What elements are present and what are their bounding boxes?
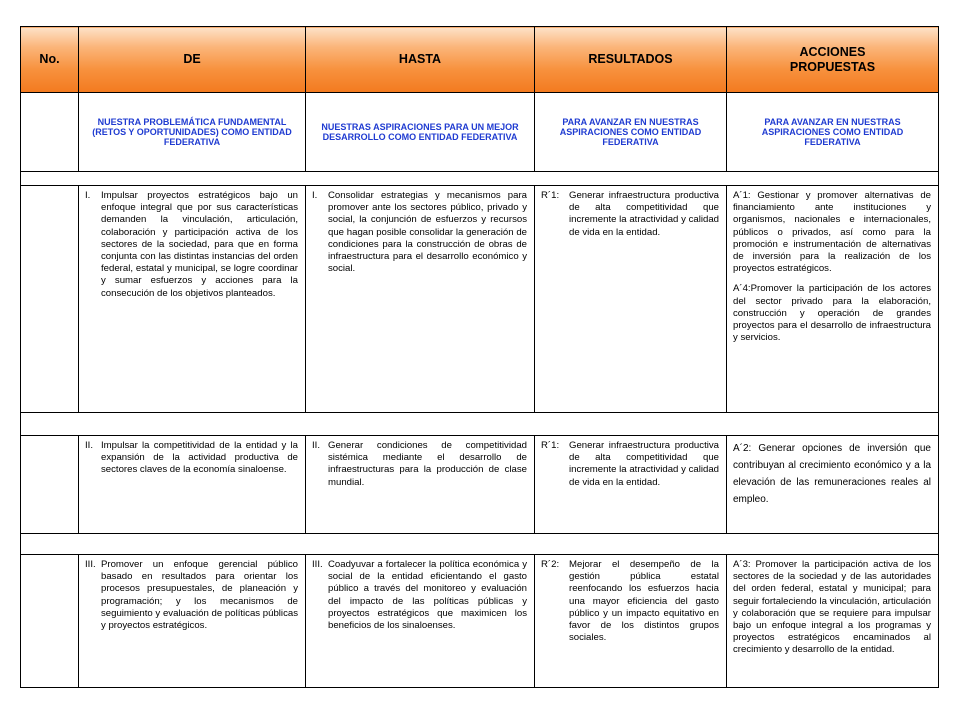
hasta-number: III. [312, 559, 323, 570]
spacer-row [21, 172, 939, 186]
accion-text: A´1: Gestionar y promover alternativas de financiamiento ante instituciones y organismos, nacionales e internacionales, públicos o privados, así como para la promoción e instrumentación de alternativas de inversión para la realización de los proyectos estratégicos. [733, 190, 931, 275]
hasta-number: I. [312, 190, 318, 201]
accion-text: A´2: Generar opciones de inversión que contribuyan al crecimiento económico y a la elevación de las remuneraciones reales al empleo. [733, 443, 931, 505]
table-row [21, 436, 939, 534]
subheader-hasta-cell [306, 93, 535, 172]
strategy-table [20, 26, 939, 688]
table-row [21, 555, 939, 688]
de-number: III. [85, 559, 96, 570]
spacer-row [21, 413, 939, 436]
header-acciones-line2: PROPUESTAS [789, 59, 876, 74]
hasta-text: Coadyuvar a fortalecer la política económica y social de la entidad eficientando el gasto público a través del monitoreo y evaluación del impacto de las políticas públicas y proyectos estratégicos que maximicen los beneficios de los sinaloenses. [328, 559, 527, 632]
resultados-cell [535, 436, 727, 534]
subheader-hasta: NUESTRAS ASPIRACIONES PARA UN MEJOR DESARROLLO COMO ENTIDAD FEDERATIVA [321, 122, 519, 142]
accion-text: A´3: Promover la participación activa de los sectores de la sociedad y de las autoridades del orden federal, estatal y municipal; para seguir fortaleciendo la vinculación, articulación y colaboración que se requiere para impulsar bajo un enfoque integral a los programas y proyectos estratégicos encaminados al crecimiento y desarrollo de la entidad. [733, 559, 931, 656]
table-row [21, 186, 939, 413]
header-de: DE [79, 27, 306, 93]
resultado-tag: R´1: [541, 440, 560, 451]
resultado-tag: R´1: [541, 190, 560, 201]
resultado-text: Mejorar el desempeño de la gestión pública estatal reenfocando los esfuerzos hacia una mayor eficiencia del gasto público y un impacto equitativo en favor de los distintos grupos sociales. [569, 559, 719, 644]
resultados-cell [535, 186, 727, 413]
de-number: II. [85, 440, 93, 451]
de-number: I. [85, 190, 91, 201]
header-resultados: RESULTADOS [535, 27, 727, 93]
de-text: Impulsar proyectos estratégicos bajo un enfoque integral que por sus características demanden la vinculación, articulación, colaboración y participación activa de los sectores de la sociedad, para que en forma conjunta con las distintas instancias del orden federal, estatal y municipal, se logre coordinar y sumar esfuerzos y acciones para la consecución de los objetivos planteados. [101, 190, 298, 299]
spacer-row [21, 534, 939, 555]
subheader-de: NUESTRA PROBLEMÁTICA FUNDAMENTAL (RETOS Y OPORTUNIDADES) COMO ENTIDAD FEDERATIVA [92, 117, 292, 147]
header-no: No. [21, 27, 79, 93]
subheader-row [21, 93, 939, 172]
row-no-cell [21, 186, 79, 413]
hasta-cell [306, 436, 535, 534]
header-hasta: HASTA [306, 27, 535, 93]
de-cell [79, 186, 306, 413]
header-acciones [727, 27, 939, 93]
hasta-text: Consolidar estrategias y mecanismos para promover ante los sectores público, privado y social, la conjunción de esfuerzos y recursos que hagan posible consolidar la generación de condiciones para la construcción de obras de infraestructura para el desarrollo económico y social. [328, 190, 527, 275]
subheader-de-cell [79, 93, 306, 172]
hasta-number: II. [312, 440, 320, 451]
subheader-resultados: PARA AVANZAR EN NUESTRAS ASPIRACIONES COMO ENTIDAD FEDERATIVA [559, 117, 702, 147]
hasta-cell [306, 186, 535, 413]
subheader-acciones: PARA AVANZAR EN NUESTRAS ASPIRACIONES COMO ENTIDAD FEDERATIVA [761, 117, 904, 147]
subheader-acciones-cell [727, 93, 939, 172]
header-acciones-line1: ACCIONES [799, 44, 866, 59]
acciones-cell [727, 186, 939, 413]
header-row [21, 27, 939, 93]
de-text: Promover un enfoque gerencial público basado en resultados para orientar los procesos presupuestales, de planeación y programación; y los mecanismos de seguimiento y evaluación de políticas públicas y proyectos estratégicos. [101, 559, 298, 632]
resultado-tag: R´2: [541, 559, 560, 570]
de-cell [79, 436, 306, 534]
de-text: Impulsar la competitividad de la entidad y la expansión de la actividad productiva de sectores claves de la economía sinaloense. [101, 440, 298, 476]
accion-text: A´4:Promover la participación de los actores del sector privado para la elaboración, construcción y operación de grandes proyectos para el desarrollo de infraestructura y servicios. [733, 283, 931, 344]
resultados-cell [535, 555, 727, 688]
resultado-text: Generar infraestructura productiva de alta competitividad que incremente la atractividad y calidad de vida en la entidad. [569, 440, 719, 488]
hasta-cell [306, 555, 535, 688]
subheader-resultados-cell [535, 93, 727, 172]
subheader-no [21, 93, 79, 172]
row-no-cell [21, 436, 79, 534]
resultado-text: Generar infraestructura productiva de alta competitividad que incremente la atractividad y calidad de vida en la entidad. [569, 190, 719, 238]
acciones-cell [727, 555, 939, 688]
row-no-cell [21, 555, 79, 688]
hasta-text: Generar condiciones de competitividad sistémica mediante el desarrollo de infraestructuras para la producción de clase mundial. [328, 440, 527, 488]
de-cell [79, 555, 306, 688]
acciones-cell [727, 436, 939, 534]
